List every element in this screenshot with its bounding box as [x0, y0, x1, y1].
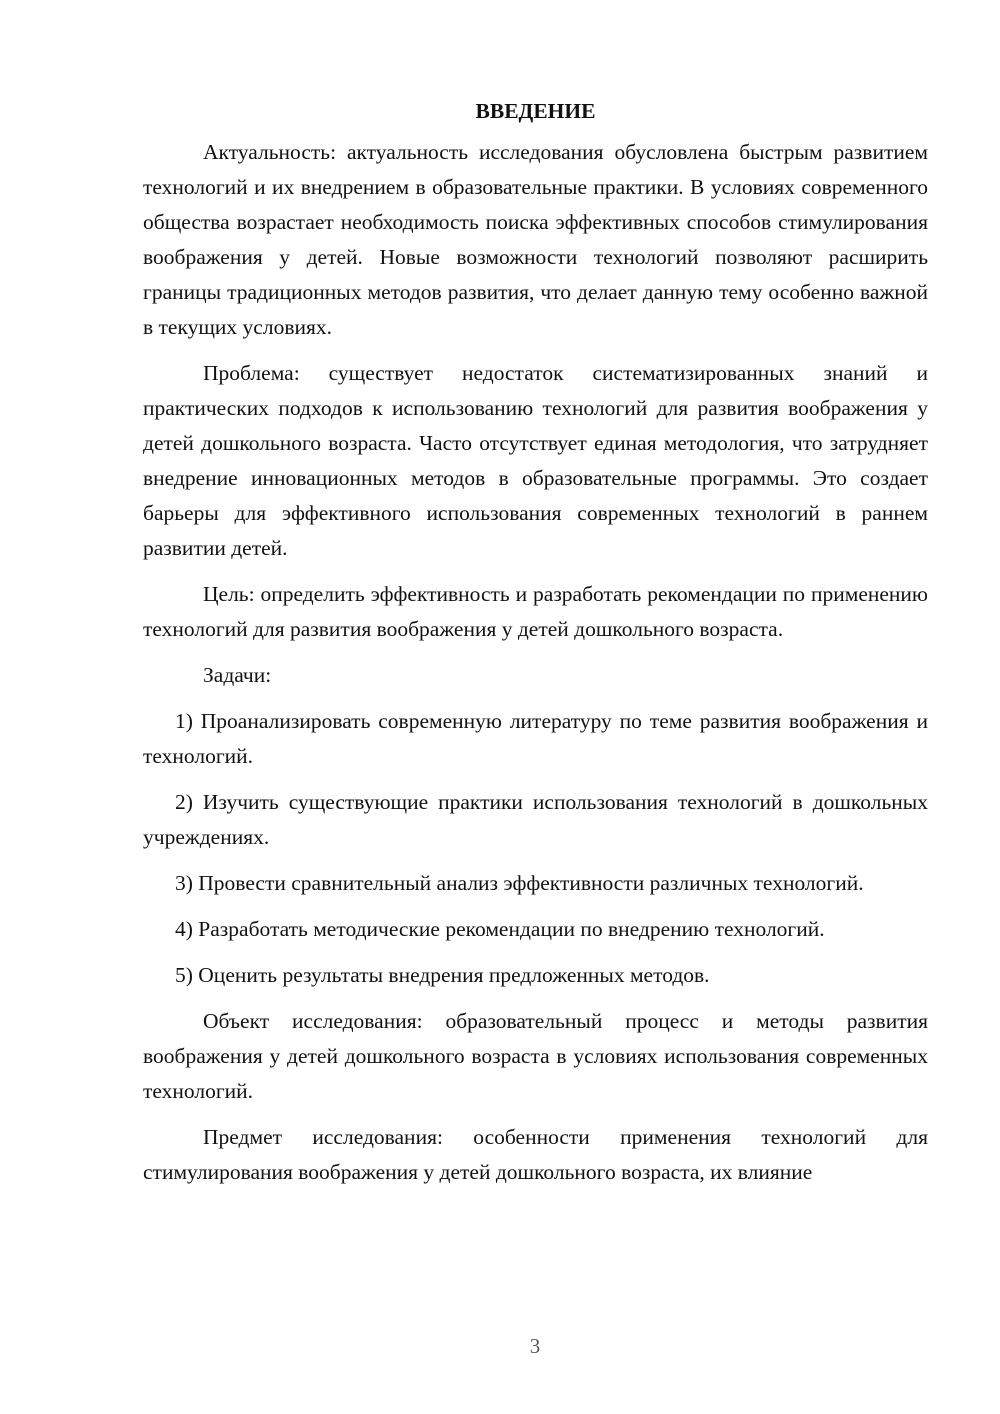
task-item-3: 3) Провести сравнительный анализ эффективности различных технологий. [175, 871, 864, 895]
object-paragraph: Объект исследования: образовательный процесс и методы развития воображения у детей дошкольного возраста в условиях использования современных технологий. [143, 1009, 928, 1103]
task-item-4: 4) Разработать методические рекомендации по внедрению технологий. [175, 917, 825, 941]
problem-paragraph: Проблема: существует недостаток систематизированных знаний и практических подходов к использованию технологий для развития воображения у детей дошкольного возраста. Часто отсутствует единая методология, что затрудняет внедрение инновационных методов в образовательные программы. Это создает барьеры для эффективного использования современных технологий в раннем развитии детей. [143, 361, 928, 560]
task-item-5: 5) Оценить результаты внедрения предложенных методов. [175, 963, 710, 987]
tasks-label: Задачи: [203, 663, 272, 687]
body-text [143, 96, 928, 1201]
goal-paragraph: Цель: определить эффективность и разработать рекомендации по применению технологий для развития воображения у детей дошкольного возраста. [143, 582, 928, 641]
task-item-1: 1) Проанализировать современную литературу по теме развития воображения и технологий. [143, 709, 928, 768]
section-title: ВВЕДЕНИЕ [475, 99, 596, 123]
relevance-paragraph: Актуальность: актуальность исследования обусловлена быстрым развитием технологий и их внедрением в образовательные практики. В условиях современного общества возрастает необходимость поиска эффективных способов стимулирования воображения у детей. Новые возможности технологий позволяют расширить границы традиционных методов развития, что делает данную тему особенно важной в текущих условиях. [143, 140, 928, 339]
subject-paragraph: Предмет исследования: особенности применения технологий для стимулирования воображения у детей дошкольного возраста, их влияние [143, 1125, 928, 1184]
task-item-2: 2) Изучить существующие практики использования технологий в дошкольных учреждениях. [143, 790, 928, 849]
page-number: 3 [529, 1334, 541, 1358]
